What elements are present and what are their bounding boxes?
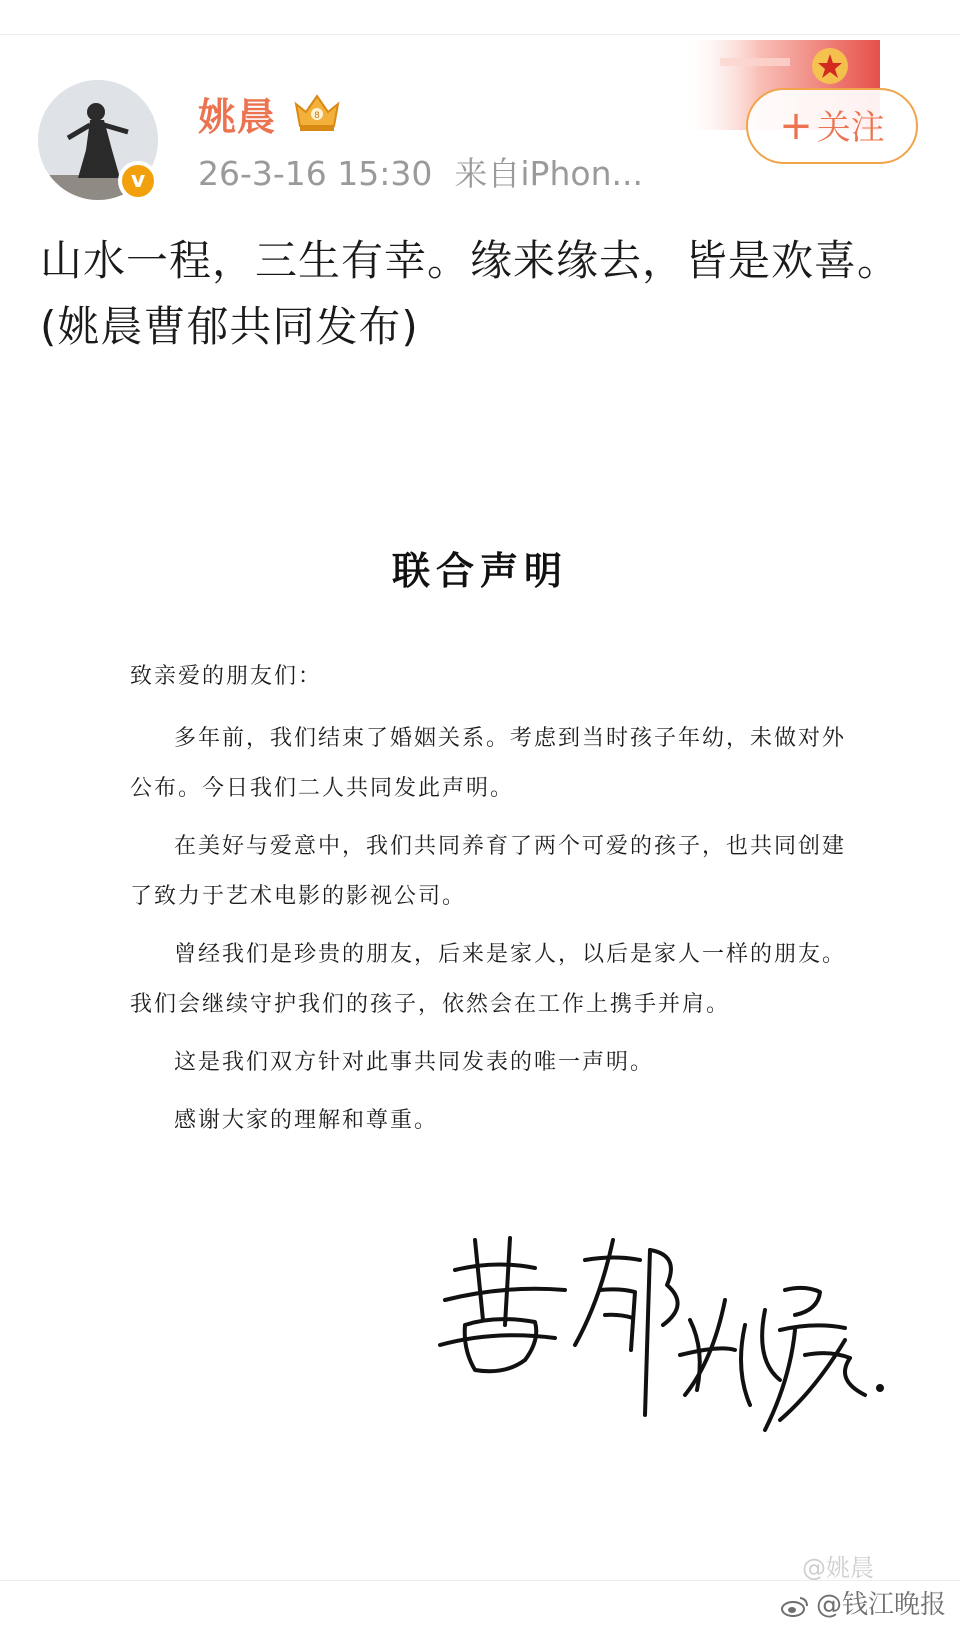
- statement-paragraph: 多年前，我们结束了婚姻关系。考虑到当时孩子年幼，未做对外公布。今日我们二人共同发此声明。: [130, 726, 847, 801]
- statement-paragraph: 感谢大家的理解和尊重。: [174, 1108, 439, 1133]
- statement-body: [130, 652, 860, 1154]
- follow-button[interactable]: [746, 88, 918, 164]
- statement-paragraph: 这是我们双方针对此事共同发表的唯一声明。: [174, 1050, 655, 1075]
- post-meta: [198, 148, 665, 195]
- top-divider: [0, 34, 960, 35]
- statement-greeting: 致亲爱的朋友们：: [130, 664, 323, 689]
- crown-icon: [290, 90, 344, 134]
- watermark: [780, 1584, 946, 1621]
- post-source[interactable]: 来自iPhon...: [454, 154, 643, 193]
- post-text: 山水一程，三生有幸。缘来缘去，皆是欢喜。(姚晨曹郁共同发布): [40, 236, 901, 351]
- statement-image[interactable]: [40, 390, 920, 1590]
- post-timestamp: 26-3-16 15:30: [198, 154, 433, 193]
- statement-paragraph: 曾经我们是珍贵的朋友，后来是家人，以后是家人一样的朋友。我们会继续守护我们的孩子，依然会在工作上携手并肩。: [130, 942, 847, 1017]
- statement-paragraph: 在美好与爱意中，我们共同养育了两个可爱的孩子，也共同创建了致力于艺术电影的影视公司。: [130, 834, 847, 909]
- weibo-icon: [780, 1594, 810, 1618]
- faint-watermark: @姚晨: [802, 1554, 874, 1582]
- plus-icon: +: [779, 103, 813, 149]
- username[interactable]: 姚晨: [198, 95, 277, 139]
- verified-badge-icon: v: [118, 161, 158, 201]
- handwritten-signature: [435, 1230, 895, 1450]
- svg-text:8: 8: [314, 111, 320, 121]
- statement-title: 联合声明: [391, 548, 568, 593]
- follow-label: 关注: [816, 108, 885, 148]
- watermark-text: @钱江晚报: [815, 1590, 946, 1620]
